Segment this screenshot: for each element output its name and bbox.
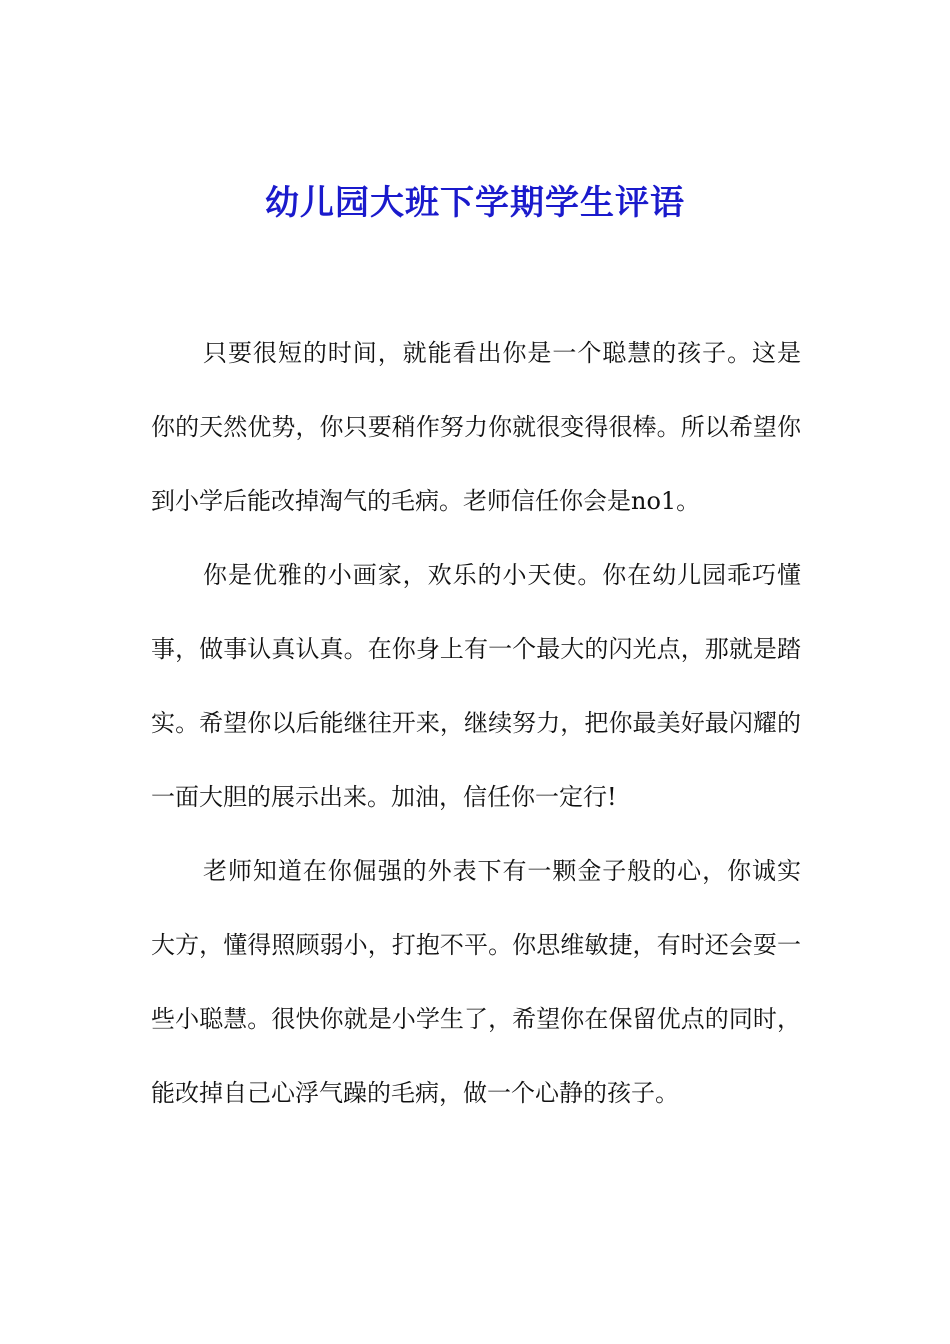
paragraph-1: 只要很短的时间，就能看出你是一个聪慧的孩子。这是你的天然优势，你只要稍作努力你就很变得很棒。所以希望你到小学后能改掉淘气的毛病。老师信任你会是no1。	[151, 339, 801, 515]
document-body	[151, 316, 801, 1130]
document-title: 幼儿园大班下学期学生评语	[265, 183, 685, 223]
paragraph-3: 老师知道在你倔强的外表下有一颗金子般的心，你诚实大方，懂得照顾弱小，打抱不平。你思维敏捷，有时还会耍一些小聪慧。很快你就是小学生了，希望你在保留优点的同时，能改掉自己心浮气躁的毛病，做一个心静的孩子。	[151, 857, 801, 1107]
paragraph-2: 你是优雅的小画家，欢乐的小天使。你在幼儿园乖巧懂事，做事认真认真。在你身上有一个最大的闪光点，那就是踏实。希望你以后能继往开来，继续努力，把你最美好最闪耀的一面大胆的展示出来。加油，信任你一定行!	[151, 561, 801, 811]
